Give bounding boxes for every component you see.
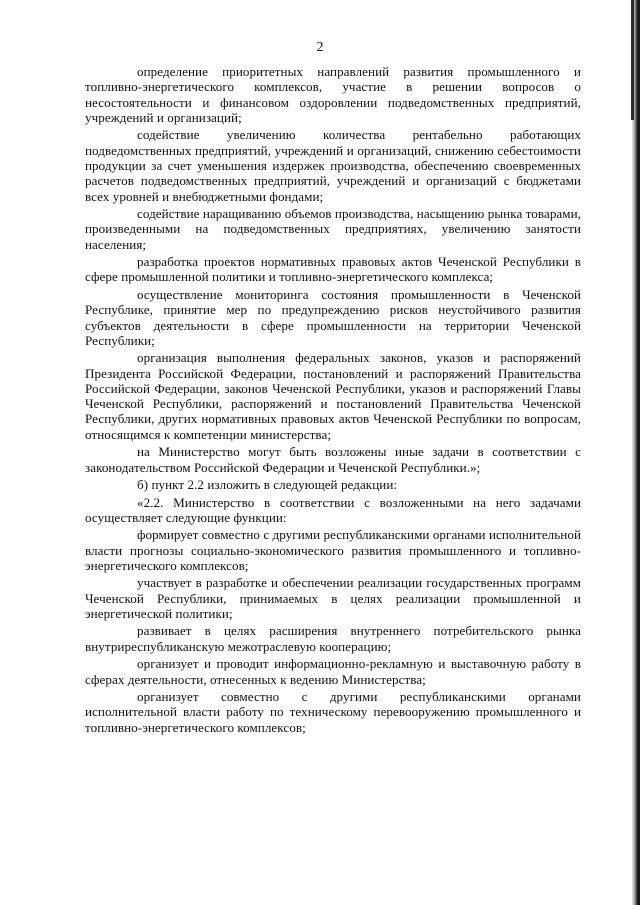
paragraph: формирует совместно с другими республиканскими органами исполнительной власти прогнозы социально-экономического развития промышленного и топливно-энергетического комплексов; — [85, 527, 581, 573]
paragraph: разработка проектов нормативных правовых актов Чеченской Республики в сфере промышленной политики и топливно-энергетического комплекса; — [85, 254, 581, 285]
paragraph: развивает в целях расширения внутреннего потребительского рынка внутриреспубликанскую межотраслевую кооперацию; — [85, 623, 581, 654]
paragraph: на Министерство могут быть возложены иные задачи в соответствии с законодательством Российской Федерации и Чеченской Республики.»; — [85, 444, 581, 475]
paragraph: организация выполнения федеральных законов, указов и распоряжений Президента Российской Федерации, постановлений и распоряжений Правительства Российской Федерации, законов Чеченской Республики, указов и распоряжений Главы Чеченской Республики, распоряжений и постановлений Правительства Чеченской Республики, других нормативных правовых актов Чеченской Республики по вопросам, относящимся к компетенции министерства; — [85, 350, 581, 442]
paragraph: б) пункт 2.2 изложить в следующей редакции: — [137, 477, 398, 493]
paragraph: организует совместно с другими республиканскими органами исполнительной власти работу по техническому перевооружению промышленного и топливно-энергетического комплексов; — [85, 689, 581, 735]
paragraph: осуществление мониторинга состояния промышленности в Чеченской Республике, принятие мер по предупреждению рисков неустойчивого развития субъектов деятельности в сфере промышленности на территории Чеченской Республики; — [85, 286, 581, 348]
paragraph: организует и проводит информационно-рекламную и выставочную работу в сферах деятельности, отнесенных к ведению Министерства; — [85, 656, 581, 687]
paragraph: определение приоритетных направлений развития промышленного и топливно-энергетического комплексов, участие в решении вопросов о несостоятельности и финансовом оздоровлении подведомственных предприятий, учреждений и организаций; — [85, 64, 581, 125]
paragraph: участвует в разработке и обеспечении реализации государственных программ Чеченской Республики, принимаемых в целях реализации промышленной и энергетической политики; — [85, 575, 581, 621]
paragraph: содействие наращиванию объемов производства, насыщению рынка товарами, произведенными на подведомственных предприятиях, увеличению занятости населения; — [85, 206, 581, 252]
paragraph: «2.2. Министерство в соответствии с возложенными на него задачами осуществляет следующие функции: — [85, 494, 581, 525]
paragraph: содействие увеличению количества рентабельно работающих подведомственных предприятий, учреждений и организаций, снижению себестоимости продукции за счет уменьшения издержек производства, обеспечению своевременных расчетов подведомственных предприятий, учреждений и организаций с бюджетами всех уровней и внебюджетными фондами; — [85, 127, 581, 204]
scan-shadow-edge — [632, 0, 640, 905]
scan-shadow-edge-top — [631, 0, 634, 120]
page-number: 2 — [316, 40, 324, 55]
document-body — [85, 64, 581, 737]
